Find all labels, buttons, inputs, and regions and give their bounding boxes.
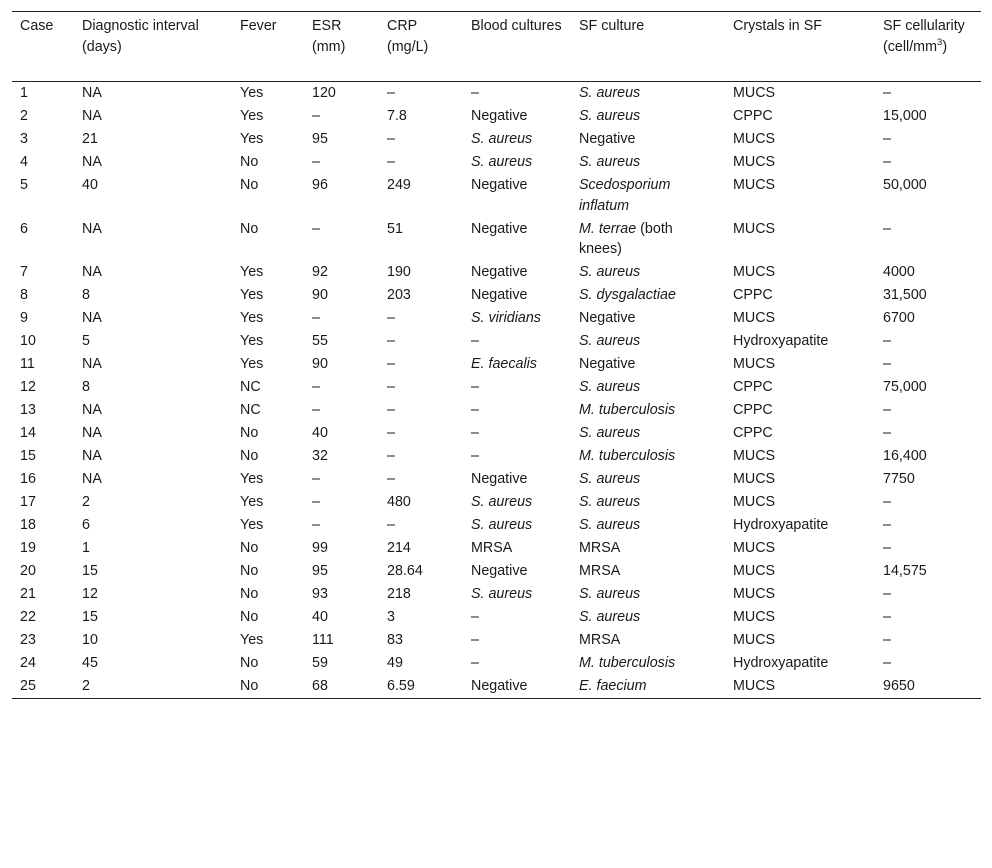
cell-blood-cultures: – bbox=[471, 425, 479, 441]
cell-fever: Yes bbox=[240, 85, 264, 101]
cell-crp: 480 bbox=[387, 494, 411, 510]
cell-blood-cultures: Negative bbox=[471, 177, 528, 193]
cell-blood-cultures: Negative bbox=[463, 675, 571, 699]
cell-esr: – bbox=[312, 154, 320, 170]
sf-organism: S. aureus bbox=[579, 425, 641, 441]
cell-sf-cellularity: – bbox=[883, 131, 891, 147]
cell-fever: No bbox=[240, 563, 259, 579]
cell-esr: 40 bbox=[312, 609, 328, 625]
cell-blood-cultures: – bbox=[471, 379, 479, 395]
header-sf-culture: SF culture bbox=[571, 12, 725, 82]
sf-organism: S. aureus bbox=[579, 85, 641, 101]
cell-sf-cellularity: 7750 bbox=[883, 471, 915, 487]
cell-crystals: Hydroxyapatite bbox=[733, 655, 829, 671]
sf-organism: S. aureus bbox=[579, 609, 641, 625]
table-row bbox=[12, 82, 981, 106]
sf-organism: S. dysgalactiae bbox=[579, 287, 676, 303]
cell-fever: No bbox=[240, 177, 259, 193]
cell-fever: NC bbox=[240, 402, 261, 418]
cell-sf-cellularity: – bbox=[883, 85, 891, 101]
cell-sf-culture bbox=[571, 491, 725, 514]
cell-crystals: MUCS bbox=[733, 540, 776, 556]
cell-crystals: Hydroxyapatite bbox=[733, 517, 829, 533]
cell-crystals: MUCS bbox=[733, 632, 776, 648]
header-fever: Fever bbox=[232, 12, 304, 82]
sf-organism: M. tuberculosis bbox=[579, 655, 676, 671]
cell-crystals: MUCS bbox=[733, 471, 776, 487]
cell-sf-culture bbox=[571, 218, 725, 262]
cell-case: 16 bbox=[20, 471, 36, 487]
cell-case: 11 bbox=[20, 356, 35, 372]
cell-diagnostic-interval: NA bbox=[82, 264, 102, 280]
cell-sf-culture bbox=[571, 261, 725, 284]
cell-crp: 214 bbox=[387, 540, 411, 556]
cell-diagnostic-interval: 10 bbox=[82, 632, 98, 648]
header-esr: ESR (mm) bbox=[304, 12, 379, 82]
table-row bbox=[12, 445, 981, 468]
cell-fever: No bbox=[240, 448, 259, 464]
cell-crystals: CPPC bbox=[733, 402, 773, 418]
cell-diagnostic-interval: NA bbox=[82, 220, 102, 237]
cell-sf-cellularity: 4000 bbox=[883, 264, 915, 280]
cell-sf-cellularity: 50,000 bbox=[883, 177, 927, 193]
cell-crystals: MUCS bbox=[733, 609, 776, 625]
cell-crp: 190 bbox=[387, 264, 411, 280]
cell-case: 10 bbox=[20, 333, 36, 349]
cell-diagnostic-interval: 5 bbox=[82, 333, 90, 349]
blood-organism: S. aureus bbox=[471, 131, 533, 147]
cell-crp: – bbox=[387, 85, 395, 101]
cell-crystals: MUCS bbox=[733, 264, 776, 280]
cell-blood-cultures: – bbox=[471, 85, 479, 101]
cell-crp: – bbox=[387, 131, 395, 147]
cell-case: 8 bbox=[20, 287, 28, 303]
cell-fever: Yes bbox=[240, 356, 264, 372]
cell-diagnostic-interval: 8 bbox=[82, 379, 90, 395]
sf-organism: M. terrae bbox=[579, 220, 637, 237]
cell-esr: 93 bbox=[312, 586, 328, 602]
cell-sf-culture bbox=[571, 82, 725, 106]
cell-crystals: MUCS bbox=[733, 177, 776, 193]
cell-sf-cellularity: – bbox=[883, 494, 891, 510]
blood-organism: E. faecalis bbox=[471, 356, 537, 372]
cell-crystals: MUCS bbox=[733, 356, 776, 372]
cell-sf-cellularity: – bbox=[883, 517, 891, 533]
cell-fever: Yes bbox=[240, 287, 264, 303]
cell-crystals: MUCS bbox=[733, 563, 776, 579]
cell-fever: Yes bbox=[240, 517, 264, 533]
sf-organism: S. aureus bbox=[579, 471, 641, 487]
cell-case: 17 bbox=[20, 494, 36, 510]
cell-fever: No bbox=[240, 220, 259, 237]
cell-sf-cellularity: – bbox=[883, 402, 891, 418]
sf-organism: S. aureus bbox=[579, 154, 641, 170]
cell-crystals: CPPC bbox=[733, 379, 773, 395]
cell-crystals: MUCS bbox=[733, 154, 776, 170]
table-row bbox=[12, 422, 981, 445]
header-crystals: Crystals in SF bbox=[725, 12, 875, 82]
cell-sf-cellularity: – bbox=[883, 586, 891, 602]
cell-crystals: CPPC bbox=[733, 287, 773, 303]
cell-esr: – bbox=[312, 108, 320, 124]
header-row bbox=[12, 12, 981, 82]
cell-sf-culture bbox=[571, 445, 725, 468]
cell-esr: – bbox=[312, 471, 320, 487]
cell-diagnostic-interval: 2 bbox=[74, 675, 232, 699]
cell-esr: – bbox=[312, 402, 320, 418]
cell-sf-cellularity: 31,500 bbox=[883, 287, 927, 303]
cell-blood-cultures: – bbox=[471, 609, 479, 625]
cell-fever: Yes bbox=[240, 471, 264, 487]
cell-fever: Yes bbox=[240, 264, 264, 280]
cell-crp: – bbox=[387, 448, 395, 464]
cell-crp: – bbox=[387, 517, 395, 533]
cell-esr: 90 bbox=[312, 356, 328, 372]
table-row bbox=[12, 284, 981, 307]
cell-esr: – bbox=[312, 310, 320, 326]
cell-sf-cellularity: – bbox=[883, 425, 891, 441]
cell-sf-culture bbox=[571, 105, 725, 128]
cell-sf-culture bbox=[571, 376, 725, 399]
cell-diagnostic-interval: NA bbox=[82, 310, 102, 326]
cell-crp: – bbox=[387, 333, 395, 349]
sf-organism: S. aureus bbox=[579, 333, 641, 349]
blood-organism: S. aureus bbox=[471, 154, 533, 170]
sf-note: Negative bbox=[579, 131, 636, 147]
cell-crystals: MUCS bbox=[733, 85, 776, 101]
cell-diagnostic-interval: NA bbox=[82, 356, 102, 372]
table-row bbox=[12, 675, 981, 699]
cell-diagnostic-interval: 2 bbox=[82, 494, 90, 510]
sf-organism: S. aureus bbox=[579, 108, 641, 124]
sf-organism: M. tuberculosis bbox=[579, 402, 676, 418]
cell-sf-cellularity: – bbox=[883, 540, 891, 556]
cell-diagnostic-interval: NA bbox=[82, 402, 102, 418]
cell-sf-culture bbox=[571, 583, 725, 606]
cell-fever: NC bbox=[240, 379, 261, 395]
table-row bbox=[12, 151, 981, 174]
cell-sf-culture bbox=[571, 353, 725, 376]
header-crp: CRP (mg/L) bbox=[379, 12, 463, 82]
cell-blood-cultures: – bbox=[471, 632, 479, 648]
cell-fever: No bbox=[240, 154, 259, 170]
sf-organism: Scedosporium inflatum bbox=[579, 177, 671, 214]
cell-esr: – bbox=[312, 494, 320, 510]
cell-sf-cellularity: – bbox=[883, 632, 891, 648]
cell-sf-culture bbox=[571, 468, 725, 491]
cell-diagnostic-interval: NA bbox=[82, 471, 102, 487]
cell-blood-cultures: Negative bbox=[471, 471, 528, 487]
cell-sf-culture bbox=[571, 560, 725, 583]
cell-case: 24 bbox=[20, 655, 36, 671]
blood-organism: S. aureus bbox=[471, 517, 533, 533]
cell-case: 21 bbox=[20, 586, 36, 602]
cell-fever: Yes bbox=[240, 310, 264, 326]
cell-case: 4 bbox=[20, 154, 28, 170]
blood-organism: S. aureus bbox=[471, 494, 533, 510]
cell-crp: – bbox=[387, 402, 395, 418]
cell-fever: Yes bbox=[240, 494, 264, 510]
cell-case: 6 bbox=[20, 220, 28, 237]
cell-diagnostic-interval: NA bbox=[82, 85, 102, 101]
table-row bbox=[12, 376, 981, 399]
table-row bbox=[12, 330, 981, 353]
sf-note: MRSA bbox=[579, 540, 621, 556]
cell-blood-cultures: – bbox=[471, 333, 479, 349]
cell-crystals: MUCS bbox=[733, 220, 776, 237]
cell-blood-cultures bbox=[463, 151, 571, 174]
cell-sf-culture bbox=[571, 399, 725, 422]
cell-esr: 59 bbox=[312, 655, 328, 671]
cell-case: 1 bbox=[20, 85, 28, 101]
header-sf-cellularity-close: ) bbox=[942, 38, 948, 55]
table-row bbox=[12, 174, 981, 218]
sf-organism: S. aureus bbox=[579, 517, 641, 533]
cell-crp: 83 bbox=[387, 632, 403, 648]
sf-note: Negative bbox=[579, 310, 636, 326]
cell-blood-cultures bbox=[463, 307, 571, 330]
cell-sf-cellularity: 9650 bbox=[875, 675, 981, 699]
cell-crp: 218 bbox=[387, 586, 411, 602]
cell-sf-cellularity: – bbox=[883, 356, 891, 372]
sf-organism: S. aureus bbox=[579, 586, 641, 602]
cell-sf-culture bbox=[571, 652, 725, 675]
cell-diagnostic-interval: NA bbox=[82, 154, 102, 170]
cell-sf-cellularity: – bbox=[883, 333, 891, 349]
header-blood-cultures: Blood cultures bbox=[463, 12, 571, 82]
cell-case: 14 bbox=[20, 425, 36, 441]
cell-esr: 95 bbox=[312, 563, 328, 579]
table-row bbox=[12, 261, 981, 284]
blood-organism: S. aureus bbox=[471, 586, 533, 602]
cell-diagnostic-interval: NA bbox=[82, 425, 102, 441]
cell-crp: 7.8 bbox=[387, 108, 407, 124]
cell-sf-culture bbox=[571, 537, 725, 560]
blood-organism: S. viridians bbox=[471, 310, 541, 326]
cell-crp: 51 bbox=[387, 220, 403, 237]
cell-diagnostic-interval: 12 bbox=[82, 586, 98, 602]
cell-crystals: MUCS bbox=[733, 310, 776, 326]
cell-case: 20 bbox=[20, 563, 36, 579]
cell-sf-cellularity: 15,000 bbox=[883, 108, 927, 124]
cell-case: 19 bbox=[20, 540, 36, 556]
cell-crp: 28.64 bbox=[387, 563, 423, 579]
cell-crystals: MUCS bbox=[733, 448, 776, 464]
cell-crp: – bbox=[387, 154, 395, 170]
cell-diagnostic-interval: 8 bbox=[82, 287, 90, 303]
cell-esr: 95 bbox=[312, 131, 328, 147]
cell-crp: 203 bbox=[387, 287, 411, 303]
cell-crystals: MUCS bbox=[733, 586, 776, 602]
cell-crp: 3 bbox=[387, 609, 395, 625]
cell-blood-cultures: Negative bbox=[471, 220, 528, 237]
cell-case: 3 bbox=[20, 131, 28, 147]
cell-case: 12 bbox=[20, 379, 36, 395]
cell-sf-cellularity: 14,575 bbox=[883, 563, 927, 579]
cell-sf-culture bbox=[571, 330, 725, 353]
table-row bbox=[12, 560, 981, 583]
cell-case: 5 bbox=[20, 177, 28, 193]
table-row bbox=[12, 629, 981, 652]
cell-blood-cultures: Negative bbox=[471, 264, 528, 280]
table-row bbox=[12, 606, 981, 629]
cell-esr: 55 bbox=[312, 333, 328, 349]
cell-diagnostic-interval: 40 bbox=[82, 177, 98, 193]
cell-fever: Yes bbox=[240, 333, 264, 349]
cell-sf-culture bbox=[571, 307, 725, 330]
table-row bbox=[12, 105, 981, 128]
sf-note: (both knees) bbox=[579, 220, 673, 257]
cell-crystals: MUCS bbox=[733, 131, 776, 147]
cell-fever: No bbox=[240, 655, 259, 671]
cell-blood-cultures bbox=[463, 128, 571, 151]
cell-sf-culture bbox=[571, 151, 725, 174]
sf-note: Negative bbox=[579, 356, 636, 372]
header-sf-cellularity-text: SF cellularity (cell/mm bbox=[883, 18, 965, 55]
table-row bbox=[12, 307, 981, 330]
cell-fever: No bbox=[240, 586, 259, 602]
cell-esr: 111 bbox=[312, 632, 334, 648]
cell-esr: – bbox=[312, 220, 320, 237]
cell-case: 2 bbox=[20, 108, 28, 124]
cell-blood-cultures: – bbox=[471, 448, 479, 464]
cell-sf-cellularity: – bbox=[883, 655, 891, 671]
header-sf-cellularity-sup: 3 bbox=[937, 36, 943, 48]
cell-esr: 96 bbox=[312, 177, 328, 193]
cell-sf-cellularity: 75,000 bbox=[883, 379, 927, 395]
cell-blood-cultures bbox=[463, 353, 571, 376]
case-table bbox=[12, 11, 981, 699]
cell-sf-culture bbox=[571, 606, 725, 629]
cell-blood-cultures: Negative bbox=[471, 108, 528, 124]
cell-case: 25 bbox=[12, 675, 74, 699]
cell-fever: Yes bbox=[240, 131, 264, 147]
cell-case: 9 bbox=[20, 310, 28, 326]
cell-case: 7 bbox=[20, 264, 28, 280]
header-diagnostic-interval: Diagnostic interval (days) bbox=[74, 12, 232, 82]
cell-crystals: MUCS bbox=[733, 494, 776, 510]
table-row bbox=[12, 537, 981, 560]
header-case: Case bbox=[12, 12, 74, 82]
sf-organism: S. aureus bbox=[579, 264, 641, 280]
cell-sf-culture bbox=[571, 128, 725, 151]
cell-crp: – bbox=[387, 425, 395, 441]
cell-diagnostic-interval: NA bbox=[82, 448, 102, 464]
cell-esr: 68 bbox=[304, 675, 379, 699]
table-row bbox=[12, 128, 981, 151]
cell-esr: – bbox=[312, 517, 320, 533]
cell-blood-cultures: Negative bbox=[471, 563, 528, 579]
cell-sf-culture bbox=[571, 284, 725, 307]
cell-crp: 249 bbox=[387, 177, 411, 193]
cell-crp: – bbox=[387, 310, 395, 326]
sf-organism: M. tuberculosis bbox=[579, 448, 676, 464]
cell-case: 23 bbox=[20, 632, 36, 648]
cell-case: 22 bbox=[20, 609, 36, 625]
cell-diagnostic-interval: 45 bbox=[82, 655, 98, 671]
table-row bbox=[12, 583, 981, 606]
cell-crystals: Hydroxyapatite bbox=[733, 333, 829, 349]
cell-case: 18 bbox=[20, 517, 36, 533]
cell-sf-culture bbox=[571, 514, 725, 537]
table-row bbox=[12, 652, 981, 675]
cell-blood-cultures: – bbox=[471, 655, 479, 671]
cell-sf-culture bbox=[571, 629, 725, 652]
cell-fever: No bbox=[240, 540, 259, 556]
cell-diagnostic-interval: 15 bbox=[82, 609, 98, 625]
cell-crp: – bbox=[387, 471, 395, 487]
cell-diagnostic-interval: 15 bbox=[82, 563, 98, 579]
cell-esr: 92 bbox=[312, 264, 328, 280]
cell-crp: 6.59 bbox=[379, 675, 463, 699]
sf-note: MRSA bbox=[579, 563, 621, 579]
cell-blood-cultures: – bbox=[471, 402, 479, 418]
cell-diagnostic-interval: NA bbox=[82, 108, 102, 124]
cell-esr: 120 bbox=[312, 85, 336, 101]
table-row bbox=[12, 218, 981, 262]
cell-crp: – bbox=[387, 379, 395, 395]
cell-crp: 49 bbox=[387, 655, 403, 671]
table-row bbox=[12, 491, 981, 514]
cell-crp: – bbox=[387, 356, 395, 372]
table-row bbox=[12, 468, 981, 491]
cell-sf-culture bbox=[571, 174, 725, 218]
cell-case: 15 bbox=[20, 448, 36, 464]
cell-sf-culture bbox=[571, 422, 725, 445]
cell-fever: No bbox=[240, 609, 259, 625]
table-row bbox=[12, 514, 981, 537]
cell-fever: Yes bbox=[240, 632, 264, 648]
sf-organism: S. aureus bbox=[579, 379, 641, 395]
sf-organism: E. faecium bbox=[579, 678, 647, 694]
cell-blood-cultures bbox=[463, 583, 571, 606]
cell-esr: 90 bbox=[312, 287, 328, 303]
cell-sf-cellularity: 6700 bbox=[883, 310, 915, 326]
cell-esr: 32 bbox=[312, 448, 328, 464]
cell-esr: 99 bbox=[312, 540, 328, 556]
cell-crystals: CPPC bbox=[733, 425, 773, 441]
cell-sf-cellularity: – bbox=[883, 609, 891, 625]
cell-crystals: CPPC bbox=[733, 108, 773, 124]
sf-note: MRSA bbox=[579, 632, 621, 648]
cell-diagnostic-interval: 6 bbox=[82, 517, 90, 533]
cell-esr: 40 bbox=[312, 425, 328, 441]
table-row bbox=[12, 399, 981, 422]
cell-sf-cellularity: – bbox=[883, 220, 891, 237]
cell-fever: No bbox=[232, 675, 304, 699]
header-sf-cellularity bbox=[875, 12, 981, 82]
cell-fever: No bbox=[240, 425, 259, 441]
cell-blood-cultures bbox=[463, 514, 571, 537]
cell-sf-cellularity: 16,400 bbox=[883, 448, 927, 464]
cell-blood-cultures: MRSA bbox=[471, 540, 513, 556]
cell-sf-culture bbox=[571, 675, 725, 699]
table-body bbox=[12, 82, 981, 699]
cell-diagnostic-interval: 21 bbox=[82, 131, 98, 147]
cell-crystals: MUCS bbox=[725, 675, 875, 699]
cell-blood-cultures bbox=[463, 491, 571, 514]
cell-diagnostic-interval: 1 bbox=[82, 540, 90, 556]
table-row bbox=[12, 353, 981, 376]
cell-case: 13 bbox=[20, 402, 36, 418]
sf-organism: S. aureus bbox=[579, 494, 641, 510]
cell-fever: Yes bbox=[240, 108, 264, 124]
cell-blood-cultures: Negative bbox=[471, 287, 528, 303]
cell-esr: – bbox=[312, 379, 320, 395]
cell-sf-cellularity: – bbox=[883, 154, 891, 170]
